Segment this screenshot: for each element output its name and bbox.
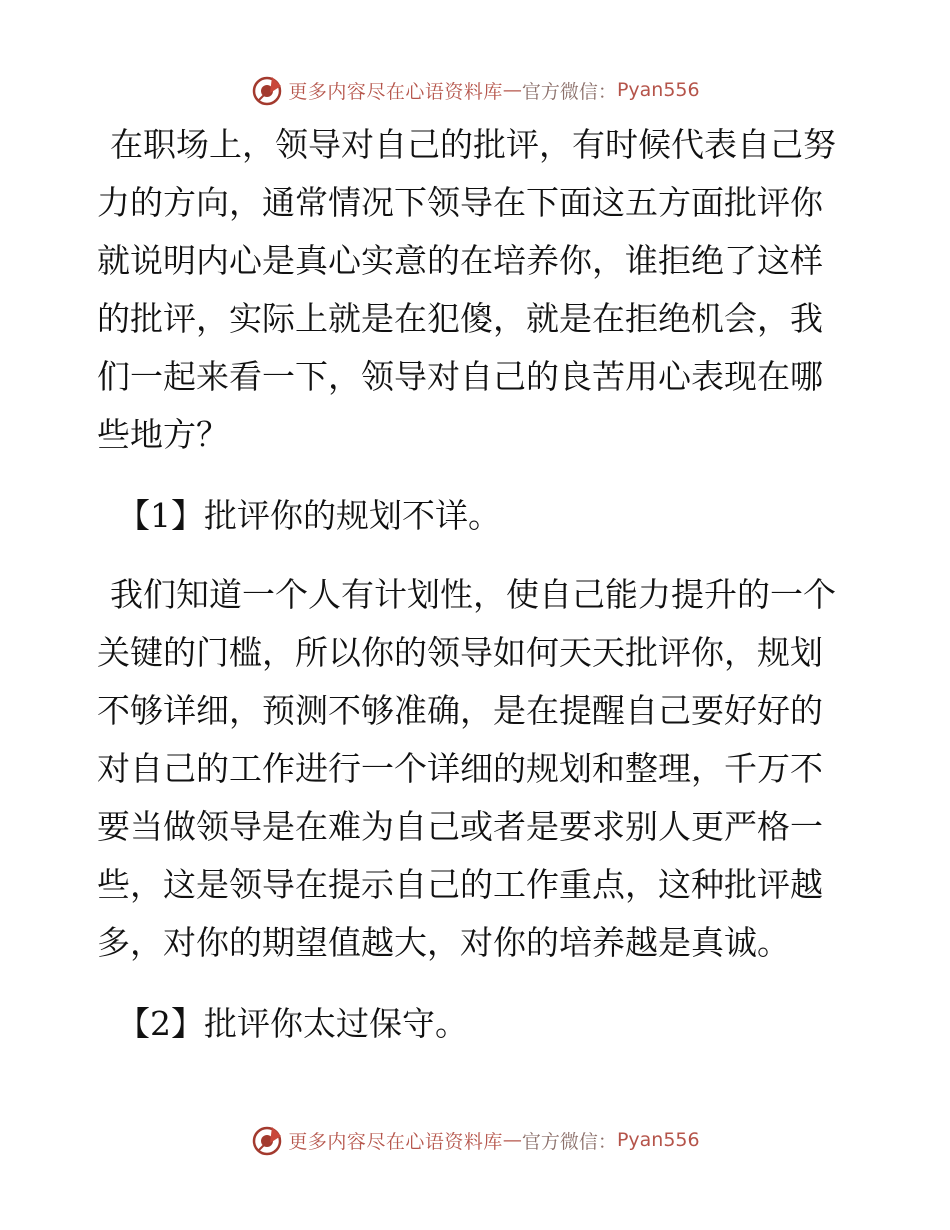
- banner-label: 官方微信：: [521, 80, 617, 103]
- body-paragraph-1: 我们知道一个人有计划性，使自己能力提升的一个关键的门槛，所以你的领导如何天天批评你，规划不够详细，预测不够准确，是在提醒自己要好好的对自己的工作进行一个详细的规划和整理，千万不要当做领导是在难为自己或者是要求别人更严格一些，这是领导在提示自己的工作重点，这种批评越多，对你的期望值越大，对你的培养越是真诚。: [97, 575, 836, 962]
- banner-label: 官方微信：: [521, 1130, 617, 1153]
- wechat-id: Pyan556: [616, 79, 700, 101]
- section-heading-2: 【2】批评你太过保守。: [117, 1004, 468, 1043]
- header-banner: [0, 70, 950, 110]
- banner-separator: —: [502, 79, 522, 101]
- banner-text: 更多内容尽在心语资料库: [288, 80, 503, 103]
- wechat-id: Pyan556: [616, 1129, 700, 1151]
- logo-icon: [250, 73, 284, 107]
- footer-banner: [0, 1120, 950, 1160]
- document-body: [97, 116, 849, 1053]
- banner-text: 更多内容尽在心语资料库: [288, 1130, 503, 1153]
- section-heading-1: 【1】批评你的规划不详。: [117, 496, 501, 535]
- banner-separator: —: [502, 1129, 522, 1151]
- logo-icon: [250, 1123, 284, 1157]
- intro-paragraph: 在职场上，领导对自己的批评，有时候代表自己努力的方向，通常情况下领导在下面这五方面批评你就说明内心是真心实意的在培养你，谁拒绝了这样的批评，实际上就是在犯傻，就是在拒绝机会，我们一起来看一下，领导对自己的良苦用心表现在哪些地方？: [97, 125, 836, 454]
